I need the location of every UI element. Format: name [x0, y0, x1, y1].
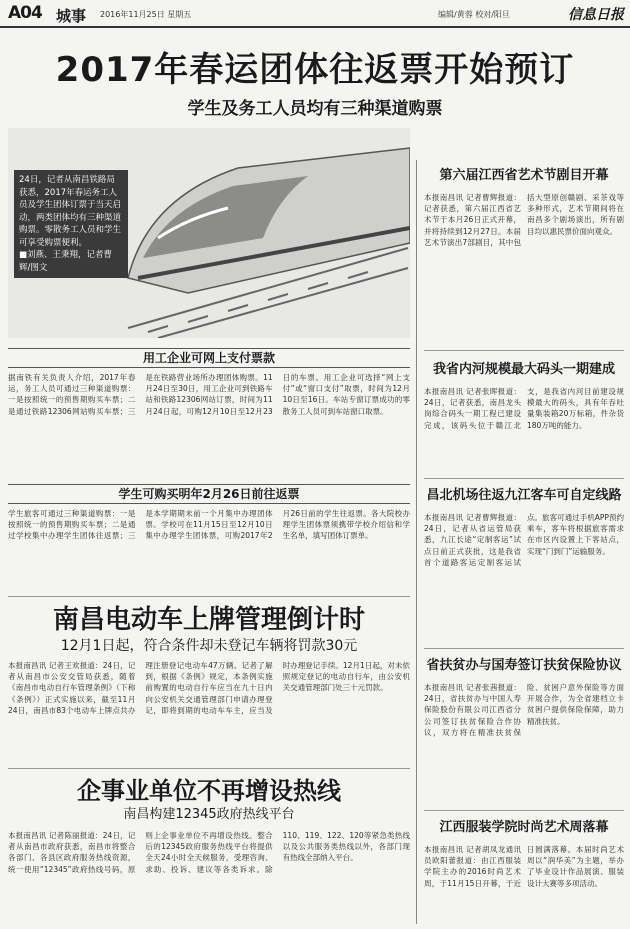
- article-2-title: 我省内河规模最大码头一期建成: [432, 362, 615, 377]
- article-3-title: 昌北机场往返九江客车可自定线路: [426, 488, 622, 503]
- divider: [424, 648, 624, 649]
- divider: [8, 596, 410, 597]
- section-name: 城事: [56, 7, 87, 25]
- divider: [424, 810, 624, 811]
- article-5-title: 江西服装学院时尚艺术周落幕: [439, 820, 609, 835]
- photo-credit: ■刘燕、王秉翔，记者曹辉/图文: [19, 250, 113, 273]
- newspaper-logo: 信息日报: [568, 7, 624, 23]
- article-2-body: 本报南昌讯 记者张晖报道：24日，记者获悉，南昌龙头岗综合码头一期工程已建设完成，该码头位于赣江北支，是我省内河目前建设规模最大的码头，具有年吞吐量集装箱20万标箱，件杂货180万吨的能力。: [424, 387, 624, 430]
- ev-headline: 南昌电动车上牌管理倒计时: [52, 605, 365, 635]
- hotline-subhead: 南昌构建12345政府热线平台: [123, 807, 295, 822]
- hotline-headline: 企事业单位不再增设热线: [77, 777, 341, 805]
- hotline-body: 本报南昌讯 记者陈丽报道：24日，记者从南昌市政府获悉，南昌市将整合各部门、各县区政府服务热线资源，统一使用“12345”政府热线号码，原则上企事业单位不再增设热线。整合后的12345政府服务热线平台将提供全天24小时全天候服务，受理咨询、求助、投诉、建议等各类诉求。除110、119、122、120等紧急类热线以及公共服务类热线以外，各部门现有热线全部纳入平台。: [8, 831, 410, 874]
- divider: [424, 350, 624, 351]
- issue-date: 2016年11月25日 星期五: [100, 10, 192, 19]
- article-4-body: 本报南昌讯 记者张茜报道：24日，省扶贫办与中国人寿保险股份有限公司江西省分公司签订扶贫保险合作协议，双方将在精准扶贫保险、贫困户意外保险等方面开展合作，为全省建档立卡贫困户提供保险保障，助力精准扶贫。: [424, 683, 624, 737]
- article-3-body: 本报南昌讯 记者曹辉报道：24日，记者从省运管局获悉，九江长途“定制客运”试点日前正式获批，这是我省首个道路客运定制客运试点。旅客可通过手机APP预约乘车，客车将根据旅客需求在市区内设置上下客站点，实现“门到门”运输服务。: [424, 513, 624, 567]
- subheading-bar-2: 学生可购买明年2月26日前往返票: [8, 484, 410, 504]
- section-number: A04: [8, 3, 42, 23]
- page-header: [0, 0, 630, 28]
- ev-subhead: 12月1日起，符合条件却未登记车辆将罚款30元: [60, 638, 358, 654]
- article-4-title: 省扶贫办与国寿签订扶贫保险协议: [426, 658, 622, 673]
- article-5-body: 本报南昌讯 记者胡凤龙通讯员欧阳蕾报道：由江西服装学院主办的2016时尚艺术周，于11月15日开幕，于近日圆满落幕。本届时尚艺术周以“润华美”为主题，举办了毕业设计作品展演、服装设计大赛等多项活动。: [424, 845, 624, 888]
- section-1-body: 据南铁有关负责人介绍，2017年春运，务工人员可通过三种渠道购票：一是按照统一的预售期购买车票；二是通过铁路12306网站购买车票；三是在铁路营业场所办理团体购票。11月24日至30日，用工企业可到铁路车站和铁路12306网站订票，时间为11月24日起，可购12月10日至12月23日的车票。用工企业可选择“网上支付”或“窗口支付”取票，时间为12月10日至16日。车站专窗订票成功的零散务工人员可到车站窗口取票。: [8, 373, 410, 416]
- divider: [8, 768, 410, 769]
- divider: [424, 478, 624, 479]
- caption-text: 24日，记者从南昌铁路局获悉，2017年春运务工人员及学生团体订票于当天启动，两类团体均有三种渠道购票。零散务工人员和学生可享受购票便利。: [19, 175, 122, 248]
- subheading-bar-1: 用工企业可网上支付票款: [8, 348, 410, 368]
- editors-line: 编辑/黄蓉 校对/阳旦: [438, 10, 510, 19]
- article-1-title: 第六届江西省艺术节剧目开幕: [439, 168, 609, 183]
- ev-body: 本报南昌讯 记者王欢报道：24日，记者从南昌市公安交管局获悉，随着《南昌市电动自行车管理条例》（下称《条例》）正式实施以来，截至11月24日，南昌市83个电动车上牌点共办理注册登记电动车47万辆。记者了解到，根据《条例》规定，本条例实施前购置的电动自行车应当在九十日内向公安机关交通管理部门申请办理登记，即将到期的电动车车主，应当及时办理登记手续。12月1日起，对未依照规定登记的电动自行车，由公安机关交通管理部门处三十元罚款。: [8, 661, 410, 715]
- lead-headline: 2017年春运团体往返票开始预订: [55, 50, 575, 90]
- lead-subhead: 学生及务工人员均有三种渠道购票: [187, 99, 443, 119]
- section-2-body: 学生旅客可通过三种渠道购票：一是按照统一的预售期购买车票；二是通过学校集中办理学生团体往返票；三是本学期期末前一个月集中办理团体票。学校可在11月15日至12月10日集中办理学生团体票，可购2017年2月26日前的学生往返票。各大院校办理学生团体票须携带学校介绍信和学生名单，填写团体订票单。: [8, 509, 410, 541]
- article-1-body: 本报南昌讯 记者曹辉报道：记者获悉，第六届江西省艺术节于本月26日正式开幕，并将持续到12月27日。本届艺术节演出7部剧目，其中包括大型原创赣剧、采茶戏等多种形式，艺术节期间将在南昌多个剧场演出，所有剧目均以惠民票价面向观众。: [424, 193, 624, 247]
- column-rule: [416, 160, 417, 924]
- photo-caption: [14, 170, 128, 278]
